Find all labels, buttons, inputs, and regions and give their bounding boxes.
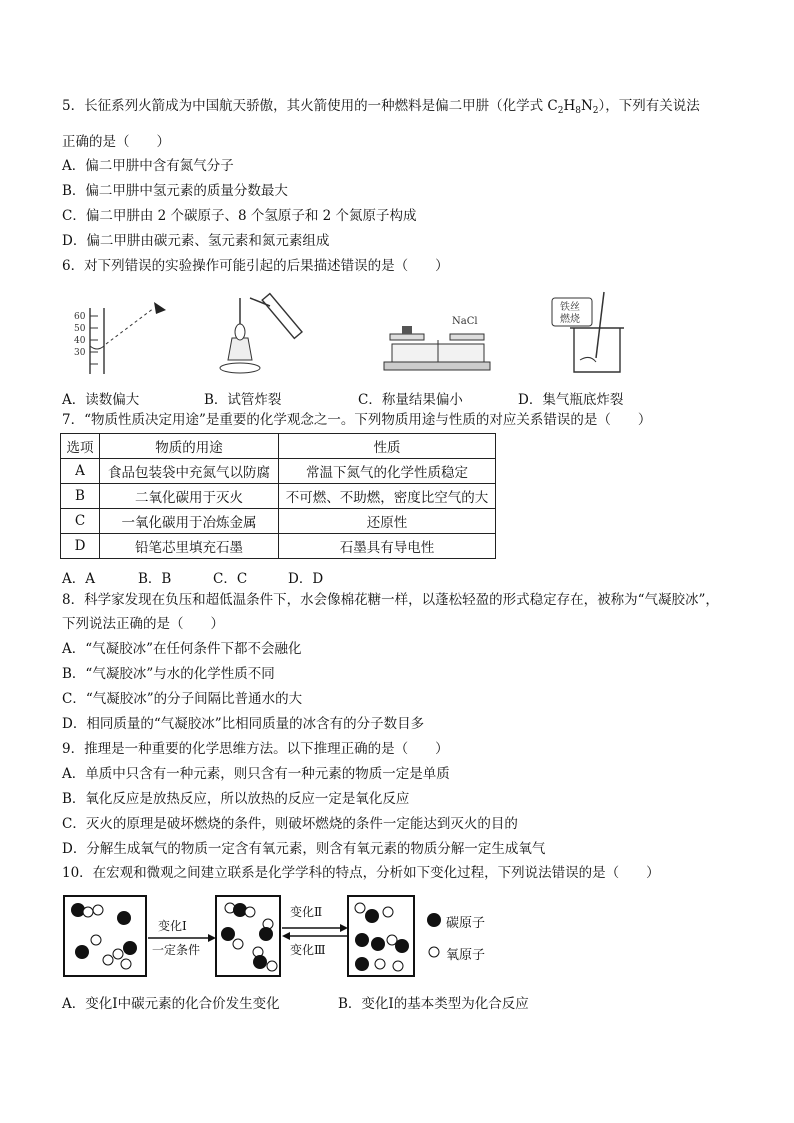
table-cell: C [61, 509, 100, 534]
q6-figure-d-gas-jar [540, 288, 650, 380]
weight-icon [402, 326, 412, 334]
table-row [61, 509, 496, 534]
arrow-head [282, 932, 290, 940]
q7-answer-d: D．D [288, 571, 324, 587]
q5-formula-sub-h: 8 [575, 106, 581, 116]
nacl-label: NaCl [452, 316, 478, 327]
q6-caption-b: B．试管炸裂 [204, 392, 282, 408]
q5-option-d: D．偏二甲肼由碳元素、氢元素和氮元素组成 [62, 233, 330, 249]
change2-label: 变化Ⅱ [290, 905, 323, 919]
oxygen-atom [375, 959, 385, 969]
carbon-atom [75, 945, 89, 959]
condition-label: 一定条件 [152, 943, 201, 957]
tick-label-40: 40 [74, 336, 86, 346]
oxygen-atom [267, 961, 277, 971]
oxygen-atom [383, 907, 393, 917]
test-tube [262, 294, 302, 339]
table-cell: 常温下氮气的化学性质稳定 [279, 459, 496, 484]
q5-option-c: C．偏二甲肼由 2 个碳原子、8 个氢原子和 2 个氮原子构成 [62, 208, 417, 224]
legend-oxygen-label: 氧原子 [446, 948, 486, 963]
q5-stem-line2: 正确的是（ ） [62, 134, 170, 150]
table-cell: 食品包装袋中充氮气以防腐 [100, 459, 279, 484]
carbon-atom [253, 955, 267, 969]
q8-stem-line2: 下列说法正确的是（ ） [62, 616, 224, 632]
carbon-atom [259, 927, 273, 941]
q9-stem: 9．推理是一种重要的化学思维方法。以下推理正确的是（ ） [62, 741, 449, 757]
q5-option-b: B．偏二甲肼中氢元素的质量分数最大 [62, 183, 288, 199]
change3-label: 变化Ⅲ [290, 943, 326, 957]
carbon-atom [123, 941, 137, 955]
q6-captions [62, 388, 702, 406]
q9-option-b: B．氧化反应是放热反应，所以放热的反应一定是氧化反应 [62, 791, 410, 807]
carbon-atom [395, 939, 409, 953]
q9-option-d: D．分解生成氧气的物质一定含有氧元素，则含有氧元素的物质分解一定生成氧气 [62, 841, 546, 857]
q10-particle-diagram [62, 894, 482, 980]
iron-wire [596, 292, 604, 358]
legend-carbon-label: 碳原子 [446, 916, 486, 931]
tag-text-1: 铁丝 [560, 302, 580, 313]
carbon-atom [365, 909, 379, 923]
oxygen-atom [245, 907, 255, 917]
table-row [61, 484, 496, 509]
table-row [61, 534, 496, 559]
table-cell: 石墨具有导电性 [279, 534, 496, 559]
q5-formula-sub-c: 2 [557, 106, 564, 116]
table-header: 物质的用途 [100, 434, 279, 459]
table-cell: 还原性 [279, 509, 496, 534]
table-header: 选项 [61, 434, 100, 459]
q6-caption-a: A．读数偏大 [62, 392, 140, 408]
carbon-atom [117, 911, 131, 925]
oxygen-atom [355, 903, 365, 913]
oxygen-atom [233, 939, 243, 949]
table-row [61, 459, 496, 484]
q6-caption-c: C．称量结果偏小 [358, 392, 463, 408]
oxygen-atom [113, 949, 123, 959]
table-cell: A [61, 459, 100, 484]
table-cell: 二氧化碳用于灭火 [100, 484, 279, 509]
oxygen-atom [93, 905, 103, 915]
tag-text-2: 燃烧 [560, 314, 580, 325]
q5-stem-pre: 5．长征系列火箭成为中国航天骄傲，其火箭使用的一种燃料是偏二甲肼（化学式 C [62, 98, 558, 114]
oxygen-atom [91, 935, 101, 945]
q7-answer-c: C．C [213, 571, 248, 587]
oxygen-atom [393, 961, 403, 971]
q7-table [60, 433, 496, 559]
tick-label-60: 60 [74, 312, 86, 322]
q5-option-a: A．偏二甲肼中含有氮气分子 [62, 158, 234, 174]
q5-formula-sub-n: 2 [592, 106, 599, 116]
tick-label-50: 50 [74, 324, 86, 334]
table-cell: 铅笔芯里填充石墨 [100, 534, 279, 559]
q5-formula-h: H [563, 98, 576, 114]
table-header-row [61, 434, 496, 459]
arrow-head [340, 924, 348, 932]
q6-caption-d: D．集气瓶底炸裂 [518, 392, 624, 408]
q6-figure-row [62, 288, 702, 384]
q5-stem-post: ），下列有关说法 [598, 98, 700, 114]
q10-option-b: B．变化Ⅰ的基本类型为化合反应 [338, 996, 529, 1012]
q8-option-a: A．“气凝胶冰”在任何条件下都不会融化 [62, 641, 302, 657]
alcohol-lamp [228, 338, 252, 360]
q6-figure-b-test-tube [210, 288, 320, 380]
carbon-atom [371, 937, 385, 951]
table-cell: B [61, 484, 100, 509]
carbon-atom [221, 927, 235, 941]
q6-figure-a-cylinder [70, 288, 180, 378]
q10-stem: 10．在宏观和微观之间建立联系是化学学科的特点，分析如下变化过程，下列说法错误的是（ ） [62, 865, 660, 881]
q8-option-d: D．相同质量的“气凝胶冰”比相同质量的冰含有的分子数目多 [62, 716, 425, 732]
table-header: 性质 [279, 434, 496, 459]
oxygen-atom [83, 907, 93, 917]
table-cell: D [61, 534, 100, 559]
q9-option-a: A．单质中只含有一种元素，则只含有一种元素的物质一定是单质 [62, 766, 450, 782]
carbon-atom [355, 957, 369, 971]
q6-stem: 6．对下列错误的实验操作可能引起的后果描述错误的是（ ） [62, 258, 449, 274]
carbon-atom [355, 933, 369, 947]
q8-stem-line1: 8．科学家发现在负压和超低温条件下，水会像棉花糖一样，以蓬松轻盈的形式稳定存在，被称为“气凝胶冰”， [62, 592, 719, 608]
q10-option-a: A．变化Ⅰ中碳元素的化合价发生变化 [62, 996, 280, 1012]
q7-stem: 7．“物质性质决定用途”是重要的化学观念之一。下列物质用途与性质的对应关系错误的是（ ） [62, 412, 652, 428]
change1-label: 变化Ⅰ [158, 919, 187, 933]
table-cell: 一氧化碳用于冶炼金属 [100, 509, 279, 534]
q7-answer-b: B．B [138, 571, 172, 587]
tick-label-30: 30 [74, 348, 86, 358]
q8-option-c: C．“气凝胶冰”的分子间隔比普通水的大 [62, 691, 303, 707]
q5-stem [62, 97, 700, 120]
flame-icon [235, 324, 245, 340]
oxygen-atom [103, 955, 113, 965]
q9-option-c: C．灭火的原理是破坏燃烧的条件，则破坏燃烧的条件一定能达到灭火的目的 [62, 816, 518, 832]
legend-carbon-icon [427, 913, 441, 927]
eye-icon [154, 302, 166, 314]
q7-answer-a: A．A [62, 571, 95, 587]
q5-formula-n: N [580, 98, 593, 114]
table-cell: 不可燃、不助燃，密度比空气的大 [279, 484, 496, 509]
oxygen-atom [121, 959, 131, 969]
q6-figure-c-balance [380, 288, 510, 380]
legend-oxygen-icon [429, 947, 439, 957]
arrow-head [208, 934, 216, 942]
q8-option-b: B．“气凝胶冰”与水的化学性质不同 [62, 666, 275, 682]
